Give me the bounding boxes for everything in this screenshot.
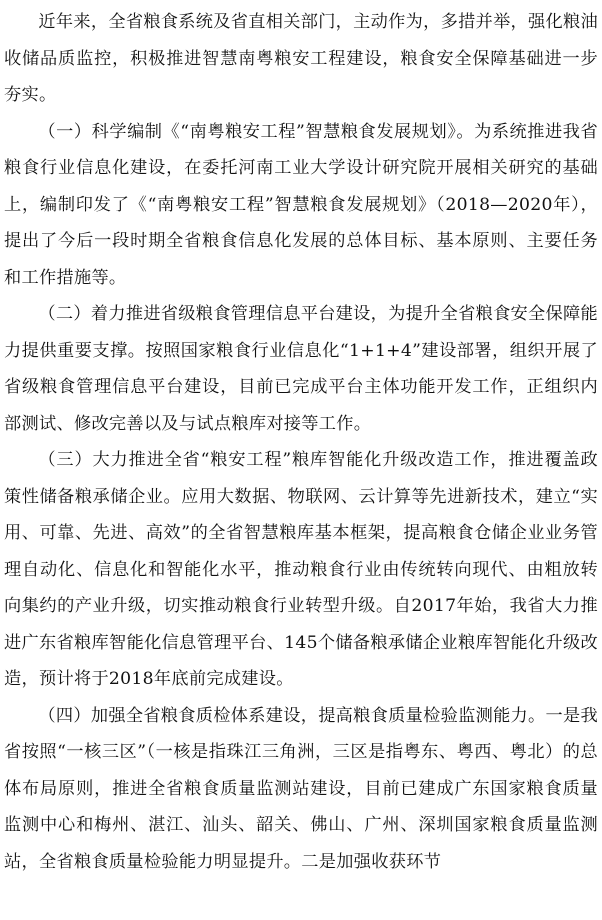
paragraph-section-1: （一）科学编制《“南粤粮安工程”智慧粮食发展规划》。为系统推进我省粮食行业信息化建设，在委托河南工业大学设计研究院开展相关研究的基础上，编制印发了《“南粤粮安工程”智慧粮食发展规划》（2018—2020年），提出了今后一段时期全省粮食信息化发展的总体目标、基本原则、主要任务和工作措施等。 (4, 121, 598, 288)
paragraph-section-3: （三）大力推进全省“粮安工程”粮库智能化升级改造工作，推进覆盖政策性储备粮承储企业。应用大数据、物联网、云计算等先进新技术，建立“实用、可靠、先进、高效”的全省智慧粮库基本框架，提高粮食仓储企业业务管理自动化、信息化和智能化水平，推动粮食行业由传统转向现代、由粗放转向集约的产业升级，切实推动粮食行业转型升级。自2017年始，我省大力推进广东省粮库智能化信息管理平台、145个储备粮承储企业粮库智能化升级改造，预计将于2018年底前完成建设。 (4, 450, 598, 689)
paragraph-intro: 近年来，全省粮食系统及省直相关部门，主动作为，多措并举，强化粮油收储品质监控，积极推进智慧南粤粮安工程建设，粮食安全保障基础进一步夯实。 (4, 12, 598, 105)
document-body (4, 0, 598, 920)
paragraph-section-2: （二）着力推进省级粮食管理信息平台建设，为提升全省粮食安全保障能力提供重要支撑。按照国家粮食行业信息化“1+1+4”建设部署，组织开展了省级粮食管理信息平台建设，目前已完成平台主体功能开发工作，正组织内部测试、修改完善以及与试点粮库对接等工作。 (4, 304, 598, 434)
paragraph-section-4: （四）加强全省粮食质检体系建设，提高粮食质量检验监测能力。一是我省按照“一核三区”（一核是指珠江三角洲，三区是指粤东、粤西、粤北）的总体布局原则，推进全省粮食质量监测站建设，目前已建成广东国家粮食质量监测中心和梅州、湛江、汕头、韶关、佛山、广州、深圳国家粮食质量监测站，全省粮食质量检验能力明显提升。二是加强收获环节 (4, 705, 598, 872)
